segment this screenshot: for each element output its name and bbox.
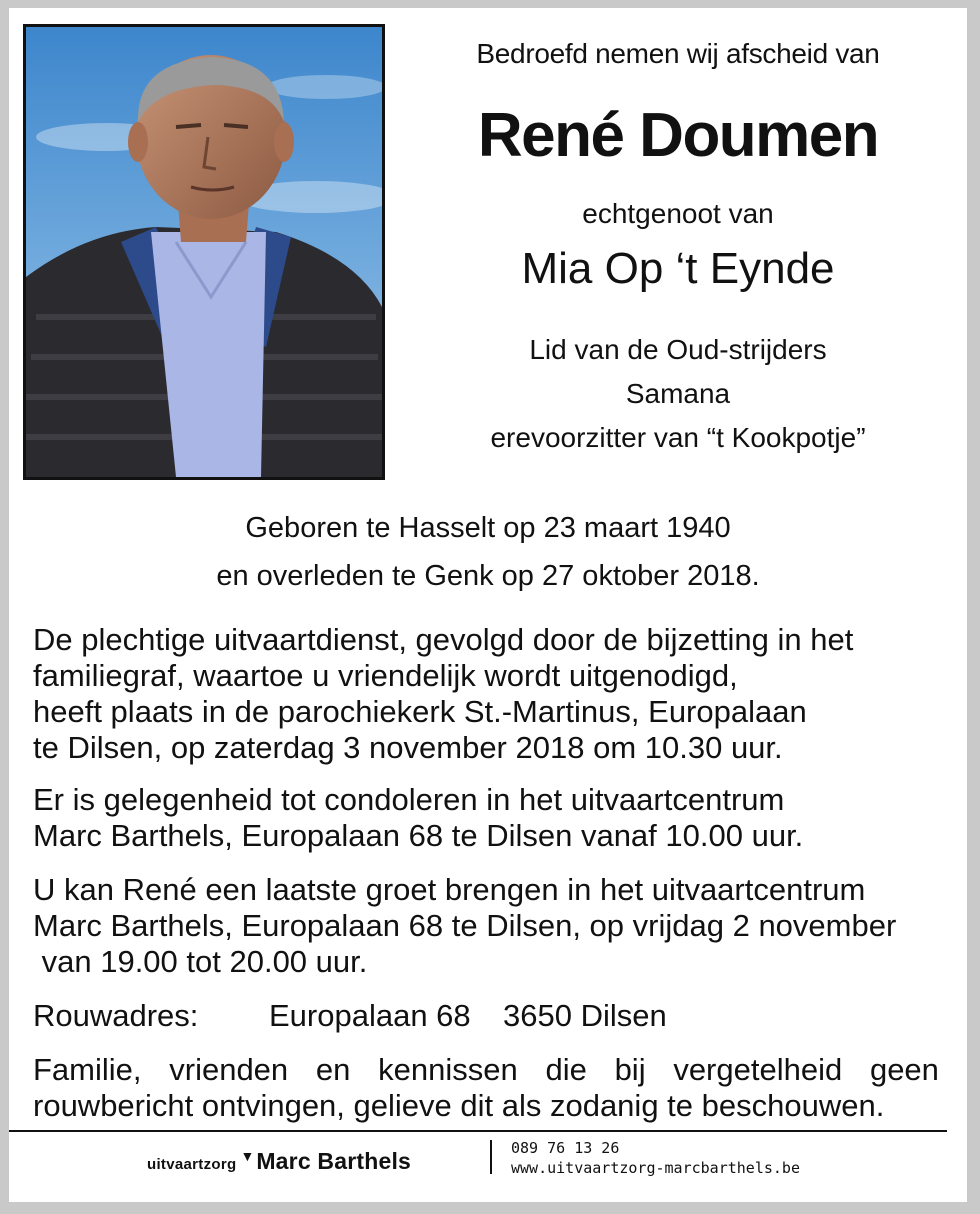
spouse-label: echtgenoot van <box>582 198 774 229</box>
affiliation-item: Samana <box>625 378 731 409</box>
brand-prefix: uitvaartzorg <box>147 1156 237 1173</box>
paragraph-line-justified <box>33 1052 939 1088</box>
paragraph-line: te Dilsen, op zaterdag 3 november 2018 om 10.30 uur. <box>33 730 783 765</box>
funeral-service-paragraph <box>33 622 939 766</box>
birth-line: Geboren te Hasselt op 23 maart 1940 <box>245 512 731 544</box>
paragraph-line: heeft plaats in de parochiekerk St.-Martinus, Europalaan <box>33 694 807 729</box>
closing-line-1-source <box>33 1124 34 1125</box>
death-line: en overleden te Genk op 27 oktober 2018. <box>216 560 760 592</box>
paragraph-line: familiegraf, waartoe u vriendelijk wordt uitgenodigd, <box>33 658 738 693</box>
triangle-icon: ▼ <box>240 1148 255 1164</box>
paragraph-line: van 19.00 tot 20.00 uur. <box>33 944 368 979</box>
obituary-card <box>9 8 967 1202</box>
phone-number: 089 76 13 26 <box>511 1139 620 1157</box>
paragraph-line: Er is gelegenheid tot condoleren in het uitvaartcentrum <box>33 782 785 817</box>
paragraph-line: De plechtige uitvaartdienst, gevolgd door de bijzetting in het <box>33 622 854 657</box>
closing-word: vrienden <box>169 1052 289 1087</box>
condolences-paragraph <box>33 782 939 854</box>
affiliation-item: Lid van de Oud-strijders <box>529 334 827 365</box>
address-street: Europalaan 68 <box>269 998 471 1033</box>
footer-contact <box>511 1138 800 1178</box>
address-label: Rouwadres: <box>33 998 199 1033</box>
closing-word: die <box>545 1052 587 1087</box>
paragraph-line: rouwbericht ontvingen, gelieve dit als zodanig te beschouwen. <box>33 1088 885 1123</box>
paragraph-line: Marc Barthels, Europalaan 68 te Dilsen, op vrijdag 2 november <box>33 908 897 943</box>
deceased-name: René Doumen <box>477 101 879 170</box>
farewell-paragraph <box>33 872 939 980</box>
affiliation-item: erevoorzitter van “t Kookpotje” <box>490 422 866 453</box>
closing-word: geen <box>869 1052 939 1087</box>
closing-paragraph <box>33 1052 939 1124</box>
brand-name: Marc Barthels <box>256 1148 412 1174</box>
closing-word: bij <box>614 1052 646 1087</box>
portrait-photo <box>23 24 385 480</box>
funeral-home-logo <box>147 1148 411 1175</box>
closing-word: vergetelheid <box>673 1052 843 1087</box>
footer-divider <box>9 1130 947 1132</box>
website-link[interactable]: www.uitvaartzorg-marcbarthels.be <box>511 1159 800 1177</box>
footer-separator <box>490 1140 492 1174</box>
address-city: 3650 Dilsen <box>503 998 667 1033</box>
closing-word: kennissen <box>378 1052 518 1087</box>
paragraph-line: U kan René een laatste groet brengen in het uitvaartcentrum <box>33 872 866 907</box>
spouse-name: Mia Op ‘t Eynde <box>521 244 835 293</box>
paragraph-line: Marc Barthels, Europalaan 68 te Dilsen vanaf 10.00 uur. <box>33 818 804 853</box>
portrait-illustration <box>26 27 382 477</box>
intro-line: Bedroefd nemen wij afscheid van <box>476 38 880 69</box>
closing-word: en <box>315 1052 351 1087</box>
closing-word: Familie, <box>33 1052 142 1087</box>
